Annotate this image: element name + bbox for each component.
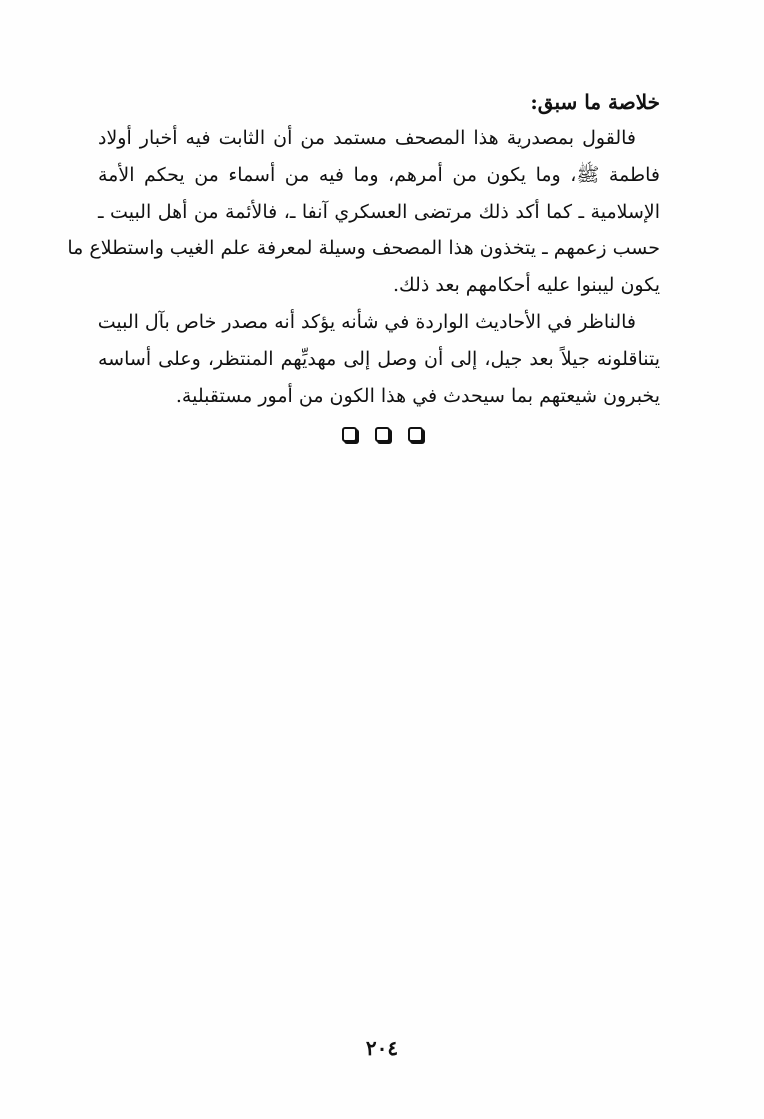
paragraph-2	[98, 304, 660, 414]
paragraph-line: فالقول بمصدرية هذا المصحف مستمد من أن الثابت فيه أخبار أولاد	[98, 127, 636, 149]
paragraph-line: يتناقلونه جيلاً بعد جيل، إلى أن وصل إلى مهديِّهم المنتظر، وعلى أساسه	[98, 347, 660, 370]
paragraph-line: حسب زعمهم ـ يتخذون هذا المصحف وسيلة لمعرفة علم الغيب واستطلاع ما	[67, 237, 660, 260]
square-ornament-icon	[408, 427, 423, 442]
section-heading: خلاصة ما سبق:	[530, 90, 660, 114]
page-number: ٢٠٤	[365, 1036, 399, 1060]
paragraph-line: الإسلامية ـ كما أكد ذلك مرتضى العسكري آنفا ـ، فالأئمة من أهل البيت ـ	[98, 200, 660, 223]
page-content	[67, 84, 660, 414]
square-ornament-icon	[375, 427, 390, 442]
paragraph-line: فالناظر في الأحاديث الواردة في شأنه يؤكد أنه مصدر خاص بآل البيت	[97, 310, 636, 333]
section-separator	[0, 427, 764, 449]
paragraph-line: يخبرون شيعتهم بما سيحدث في هذا الكون من أمور مستقبلية.	[175, 384, 660, 407]
paragraph-line: يكون ليبنوا عليه أحكامهم بعد ذلك.	[393, 274, 660, 297]
square-ornament-icon	[342, 427, 357, 442]
paragraph-1	[67, 120, 660, 304]
paragraph-line: فاطمة ﷺ، وما يكون من أمرهم، وما فيه من أسماء من يحكم الأمة	[98, 163, 660, 186]
